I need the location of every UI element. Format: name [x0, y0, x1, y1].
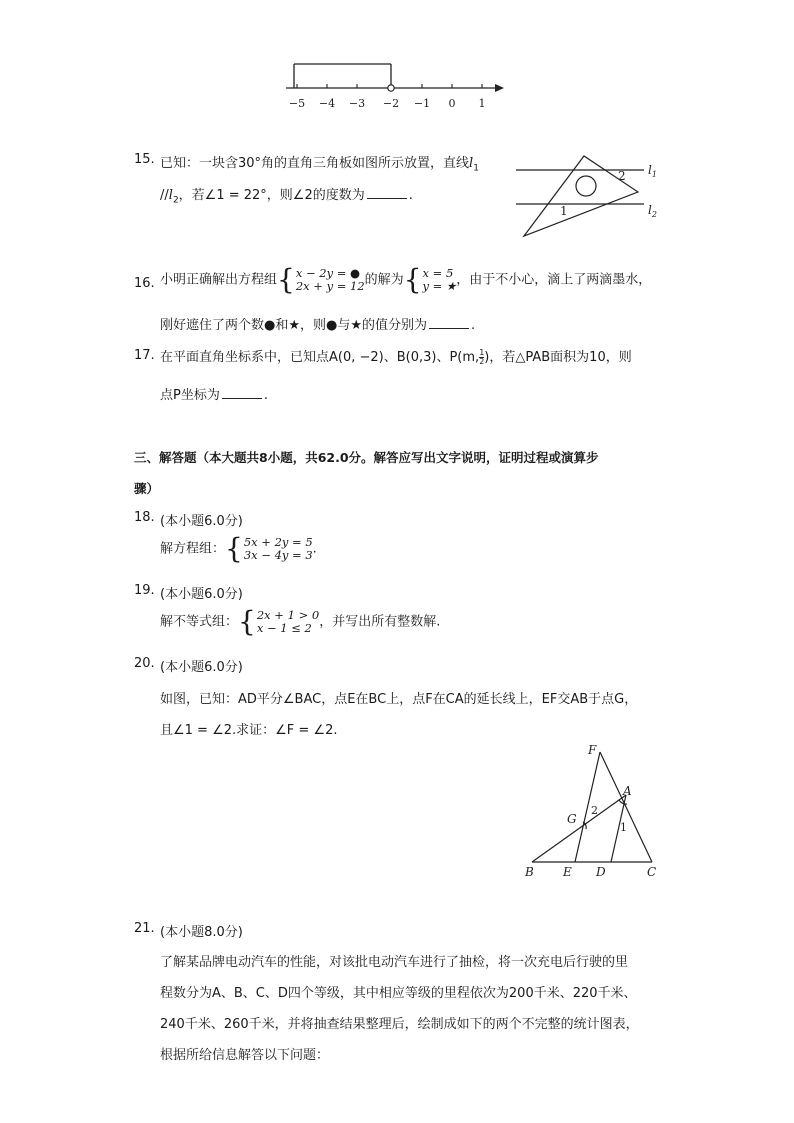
- q17-number: 17.: [134, 348, 155, 363]
- tick-label: −4: [318, 97, 336, 110]
- q15-l1-sub: 1: [473, 163, 479, 174]
- q19-end: ，并写出所有整数解.: [319, 614, 441, 630]
- q21-line4: 根据所给信息解答以下问题：: [160, 1048, 330, 1063]
- tick-label: 1: [478, 97, 486, 110]
- equation-row: x − 2y = ●: [295, 266, 361, 280]
- triangle-proof-figure: [520, 740, 670, 882]
- label-E: E: [563, 865, 572, 879]
- label-C: C: [647, 865, 657, 879]
- equation-row: 3x − 4y = 3: [243, 548, 313, 562]
- number-line-figure: [284, 56, 510, 112]
- line-l1-label: $l_1$: [648, 163, 657, 179]
- label-D: D: [596, 865, 606, 879]
- q16-line2: [160, 314, 475, 333]
- q18-prompt: 解方程组：: [160, 541, 226, 557]
- q16-text-b: ，由于不小心，滴上了两滴墨水，: [456, 272, 652, 288]
- angle-1-label: 1: [560, 204, 568, 218]
- line-l2-label: $l_2$: [648, 203, 657, 219]
- q19-body: [160, 605, 441, 638]
- equation-row: 2x + y = 12: [295, 279, 365, 293]
- q19-score: (本小题6.0分): [160, 587, 243, 602]
- q16-system-2: [423, 267, 457, 293]
- equation-row: 5x + 2y = 5: [243, 535, 313, 549]
- section3-heading: 三、解答题（本大题共8小题，共62.0分。解答应写出文字说明，证明过程或演算步: [134, 450, 599, 465]
- q15-l2-sub: 2: [172, 195, 179, 206]
- q18-body: [160, 532, 317, 565]
- q15-number: 15.: [134, 152, 155, 167]
- angle-2-label: 2: [618, 169, 626, 183]
- label-G: G: [567, 812, 577, 826]
- triangle-ruler-figure: [510, 148, 670, 244]
- q15-text-b: ，若∠1 = 22°，则∠2的度数为: [178, 188, 365, 203]
- q18-score: (本小题6.0分): [160, 514, 243, 529]
- q15-slashes: //: [160, 188, 169, 203]
- q19-number: 19.: [134, 583, 155, 598]
- q17-line1: [160, 346, 632, 366]
- q18-end: .: [312, 541, 317, 557]
- q16-end: .: [471, 318, 476, 333]
- inequality-row: x − 1 ≤ 2: [256, 621, 312, 635]
- tick-label: −3: [348, 97, 366, 110]
- q15-end: .: [408, 188, 413, 203]
- brace: {: [238, 605, 256, 638]
- q16-text-a: 小明正确解出方程组: [160, 272, 278, 288]
- q16-mid: 的解为: [364, 272, 404, 288]
- q18-number: 18.: [134, 510, 155, 525]
- q17-text-a: 在平面直角坐标系中，已知点A(0, −2)、B(0,3)、P(m,: [160, 350, 480, 365]
- tick-label: 0: [448, 97, 456, 110]
- q20-number: 20.: [134, 656, 155, 671]
- q21-number: 21.: [134, 921, 155, 936]
- answer-blank: [429, 317, 469, 329]
- q20-line1: 如图，已知：AD平分∠BAC，点E在BC上，点F在CA的延长线上，EF交AB于点G，: [160, 692, 638, 707]
- q16-system-1: [296, 267, 365, 293]
- angle-1-label: 1: [620, 821, 627, 834]
- q17-line2: [160, 384, 268, 403]
- q21-line2: 程数分为A、B、C、D四个等级，其中相应等级的里程依次为200千米、220千米、: [160, 986, 637, 1001]
- label-B: B: [525, 865, 534, 879]
- label-F: F: [588, 743, 597, 757]
- q20-line2: 且∠1 = ∠2.求证：∠F = ∠2.: [160, 723, 338, 738]
- q17-text-a2: )，若△PAB面积为10，则: [484, 350, 632, 365]
- q21-score: (本小题8.0分): [160, 925, 243, 940]
- brace: {: [403, 263, 422, 296]
- tick-label: −2: [382, 97, 400, 110]
- angle-2-label: 2: [591, 804, 598, 817]
- fraction: $\frac{1}{2}$: [479, 348, 485, 366]
- q17-end: .: [263, 388, 268, 403]
- q15-line2: [160, 184, 413, 206]
- brace: {: [277, 263, 295, 296]
- q15-l1: l: [469, 156, 474, 171]
- q19-prompt: 解不等式组：: [160, 614, 239, 630]
- tick-label: −1: [413, 97, 431, 110]
- q16-number: 16.: [134, 276, 155, 291]
- equation-row: x = 5: [422, 266, 454, 280]
- q21-line1: 了解某品牌电动汽车的性能，对该批电动汽车进行了抽检，将一次充电后行驶的里: [160, 955, 629, 970]
- tick-label: −5: [288, 97, 306, 110]
- section3-heading-cont: 骤）: [134, 481, 160, 496]
- answer-blank: [222, 387, 262, 399]
- q21-line3: 240千米、260千米，并将抽查结果整理后，绘制成如下的两个不完整的统计图表，: [160, 1017, 639, 1032]
- inequality-row: 2x + 1 > 0: [256, 608, 320, 622]
- q16-line1: [160, 263, 652, 296]
- q16-text-c: 刚好遮住了两个数●和★，则●与★的值分别为: [160, 318, 427, 333]
- label-A: A: [623, 784, 632, 798]
- q15-line1: [160, 152, 479, 174]
- answer-blank: [367, 187, 407, 199]
- q15-l2: l: [168, 188, 173, 203]
- q19-system: [257, 609, 319, 635]
- q20-score: (本小题6.0分): [160, 660, 243, 675]
- brace: {: [225, 532, 243, 565]
- equation-row: y = ★: [422, 279, 457, 293]
- q15-text-a: 已知：一块含30°角的直角三角板如图所示放置，直线: [160, 156, 470, 171]
- q18-system: [244, 536, 313, 562]
- q17-text-b: 点P坐标为: [160, 388, 220, 403]
